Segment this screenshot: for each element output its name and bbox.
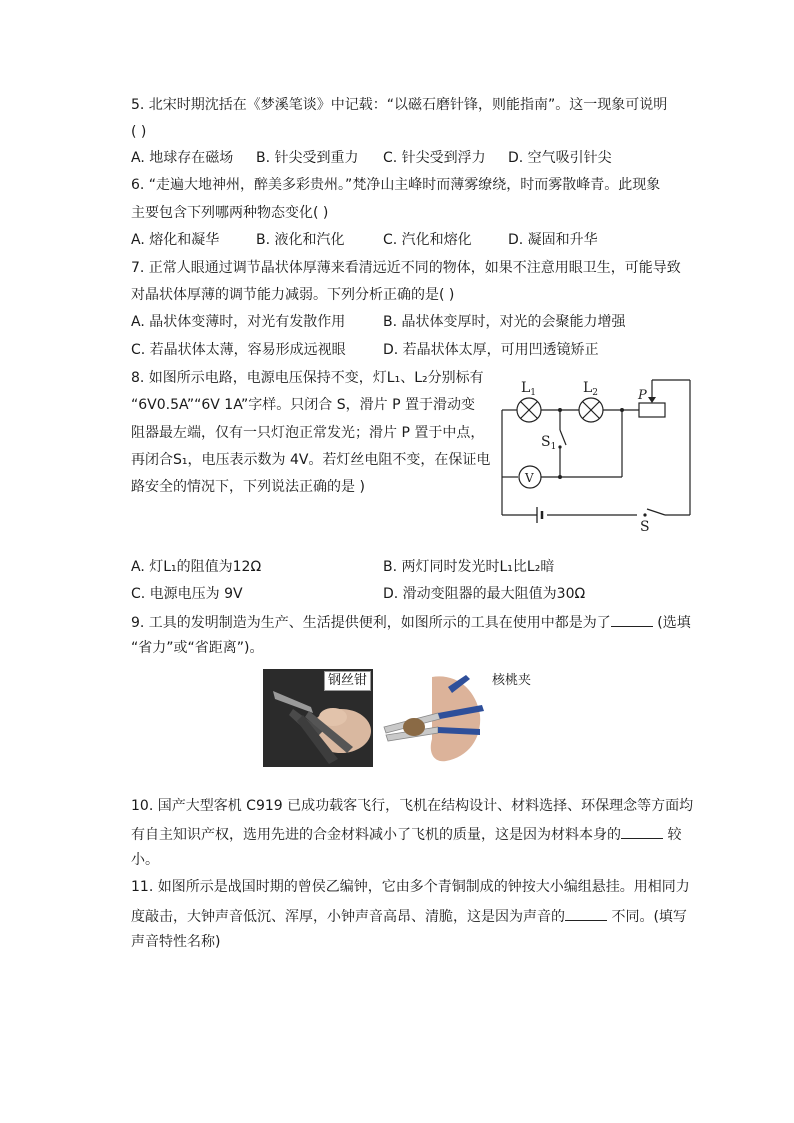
q5-option-b[interactable]: B. 针尖受到重力 xyxy=(256,150,359,166)
q9-stem-suffix: (选填 xyxy=(657,615,691,631)
label-l1: $L_1$ xyxy=(521,380,537,398)
q8-stem-line1: 8. 如图所示电路，电源电压保持不变，灯L₁、L₂分别标有 xyxy=(131,370,484,386)
q9-stem-line1 xyxy=(131,612,691,632)
label-p: P xyxy=(638,388,647,403)
q8-option-d[interactable]: D. 滑动变阻器的最大阻值为30Ω xyxy=(383,586,586,602)
q7-option-d[interactable]: D. 若晶状体太厚，可用凹透镜矫正 xyxy=(383,342,599,358)
q5-stem-line2: ( ) xyxy=(131,124,147,140)
q8-option-b[interactable]: B. 两灯同时发光时L₁比L₂暗 xyxy=(383,559,555,575)
q10-stem-text: 有自主知识产权，选用先进的合金材料减小了飞机的质量，这是因为材料本身的 xyxy=(131,827,621,843)
q8-option-c[interactable]: C. 电源电压为 9V xyxy=(131,586,243,602)
q11-stem-line1: 11. 如图所示是战国时期的曾侯乙编钟，它由多个青铜制成的钟按大小编组悬挂。用相同力 xyxy=(131,879,690,895)
pliers-label: 钢丝钳 xyxy=(324,671,371,691)
nutcracker-photo xyxy=(376,669,488,767)
label-l2: $L_2$ xyxy=(583,380,599,398)
rheostat-icon xyxy=(639,403,665,417)
q7-option-b[interactable]: B. 晶状体变厚时，对光的会聚能力增强 xyxy=(383,314,626,330)
q9-stem-text: 9. 工具的发明制造为生产、生活提供便利，如图所示的工具在使用中都是为了 xyxy=(131,615,611,631)
q5-option-a[interactable]: A. 地球存在磁场 xyxy=(131,150,234,166)
q10-stem-line2 xyxy=(131,824,681,844)
q11-stem-line2 xyxy=(131,906,687,926)
q6-stem-line2: 主要包含下列哪两种物态变化( ) xyxy=(131,205,329,221)
q7-stem-line2: 对晶状体厚薄的调节能力减弱。下列分析正确的是( ) xyxy=(131,287,455,303)
q9-answer-blank[interactable] xyxy=(611,612,653,627)
pliers-photo xyxy=(263,669,373,767)
label-v: V xyxy=(525,471,534,485)
q7-stem-line1: 7. 正常人眼通过调节晶状体厚薄来看清远近不同的物体，如果不注意用眼卫生，可能导致 xyxy=(131,260,681,276)
q6-option-c[interactable]: C. 汽化和熔化 xyxy=(383,232,472,248)
q8-stem-line5: 路安全的情况下，下列说法正确的是 ) xyxy=(131,479,365,495)
q10-stem-suffix: 较 xyxy=(667,827,682,843)
q9-stem-line2: “省力”或“省距离”)。 xyxy=(131,640,264,656)
nutcracker-label: 核桃夹 xyxy=(492,673,532,688)
q8-stem-line2: “6V0.5A”“6V 1A”字样。只闭合 S，滑片 P 置于滑动变 xyxy=(131,397,475,413)
q11-stem-suffix: 不同。(填写 xyxy=(611,909,687,925)
q6-option-b[interactable]: B. 液化和汽化 xyxy=(256,232,345,248)
q7-option-a[interactable]: A. 晶状体变薄时，对光有发散作用 xyxy=(131,314,346,330)
label-s1: $S_1$ xyxy=(541,434,557,452)
q6-stem-line1: 6. “走遍大地神州，醉美多彩贵州。”梵净山主峰时而薄雾缭绕，时而雾散峰青。此现象 xyxy=(131,177,661,193)
q8-stem-line4: 再闭合S₁，电压表示数为 4V。若灯丝电阻不变，在保证电 xyxy=(131,452,491,468)
q10-answer-blank[interactable] xyxy=(621,824,663,839)
q5-option-c[interactable]: C. 针尖受到浮力 xyxy=(383,150,486,166)
q6-option-a[interactable]: A. 熔化和凝华 xyxy=(131,232,220,248)
q11-stem-text: 度敲击，大钟声音低沉、浑厚，小钟声音高昂、清脆，这是因为声音的 xyxy=(131,909,565,925)
q5-option-d[interactable]: D. 空气吸引针尖 xyxy=(508,150,612,166)
circuit-diagram xyxy=(495,372,700,534)
q8-stem-line3: 阻器最左端，仅有一只灯泡正常发光；滑片 P 置于中点， xyxy=(131,425,485,441)
q7-option-c[interactable]: C. 若晶状体太薄，容易形成远视眼 xyxy=(131,342,346,358)
q6-option-d[interactable]: D. 凝固和升华 xyxy=(508,232,598,248)
label-s: S xyxy=(640,519,650,534)
q11-answer-blank[interactable] xyxy=(565,906,607,921)
q8-option-a[interactable]: A. 灯L₁的阻值为12Ω xyxy=(131,559,262,575)
q11-stem-line3: 声音特性名称) xyxy=(131,934,221,950)
q10-stem-line1: 10. 国产大型客机 C919 已成功载客飞行，飞机在结构设计、材料选择、环保理念等方面均 xyxy=(131,798,694,814)
q5-stem-line1: 5. 北宋时期沈括在《梦溪笔谈》中记载：“以磁石磨针锋，则能指南”。这一现象可说明 xyxy=(131,97,668,113)
q10-stem-line3: 小。 xyxy=(131,852,159,868)
